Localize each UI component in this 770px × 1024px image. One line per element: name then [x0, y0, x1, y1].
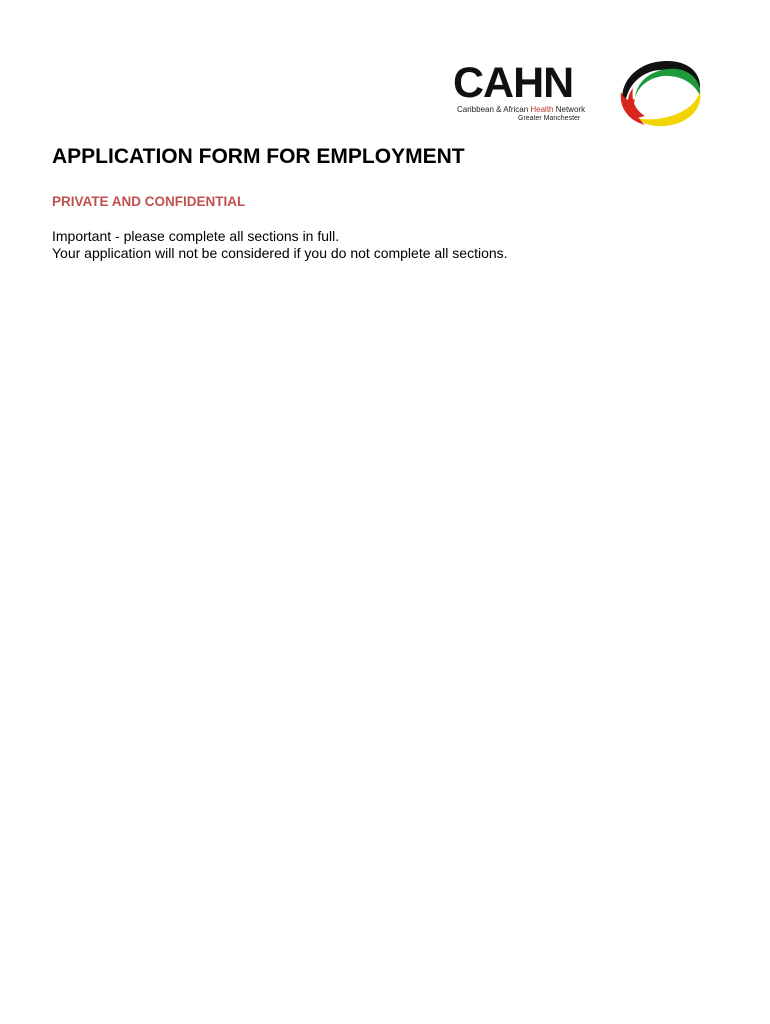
logo-tagline-health: Health: [530, 105, 554, 114]
confidential-label: PRIVATE AND CONFIDENTIAL: [52, 194, 246, 209]
logo-subtagline: Greater Manchester: [518, 115, 581, 122]
logo-tagline-before: Caribbean & African: [457, 105, 531, 114]
circular-ring-logo-icon: [615, 58, 702, 128]
cahn-logo: [452, 58, 702, 128]
logo-tagline-after: Network: [553, 105, 586, 114]
logo-wordmark: [452, 58, 608, 128]
logo-wordmark-text: CAHN: [453, 59, 574, 107]
page-title: APPLICATION FORM FOR EMPLOYMENT: [52, 145, 465, 168]
instruction-line: Your application will not be considered if you do not complete all sections.: [52, 245, 508, 261]
logo-tagline: [457, 105, 585, 114]
instructions-block: [52, 228, 508, 262]
instruction-line: Important - please complete all sections in full.: [52, 228, 340, 244]
